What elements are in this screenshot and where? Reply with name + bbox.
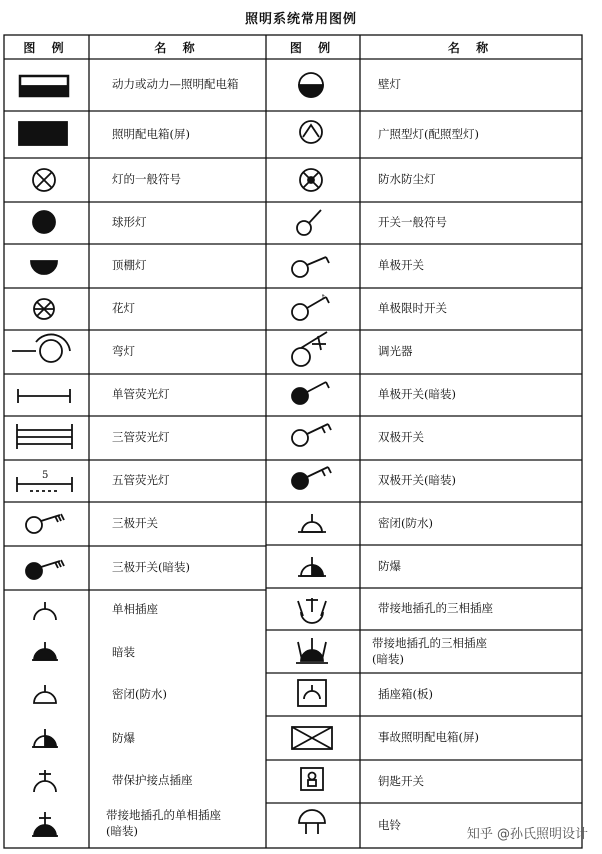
grounded-three-phase-concealed-icon (296, 638, 328, 663)
right-name-11: 防爆 (378, 558, 401, 573)
right-name-14: 插座箱(板) (378, 686, 433, 701)
left-name-16: 带保护接点插座 (112, 773, 193, 788)
triple-fluorescent-icon (17, 424, 72, 449)
right-name-9: 双极开关(暗装) (378, 473, 456, 488)
left-name-11: 三极开关(暗装) (112, 560, 190, 575)
left-name-13: 暗装 (112, 645, 135, 660)
socket-concealed-icon (32, 642, 58, 660)
left-name-1: 照明配电箱(屏) (112, 126, 190, 141)
emergency-panel-icon (292, 727, 332, 749)
right-name-6: 调光器 (378, 344, 413, 359)
right-name-3: 开关一般符号 (378, 215, 447, 230)
double-pole-switch-icon (292, 424, 331, 446)
socket-sealed-icon (34, 685, 56, 703)
right-name-13-line2: (暗装) (372, 651, 404, 666)
globe-lamp-icon (33, 211, 55, 233)
left-name-3: 球形灯 (112, 215, 147, 230)
single-fluorescent-icon (18, 389, 70, 403)
timer-switch-icon (292, 293, 329, 320)
chandelier-icon (34, 299, 54, 319)
right-name-1: 广照型灯(配照型灯) (378, 126, 479, 141)
right-name-17: 电铃 (378, 817, 401, 832)
waterproof-lamp-icon (300, 169, 322, 191)
left-name-17-line2: (暗装) (106, 824, 138, 838)
double-pole-switch-concealed-icon (292, 467, 331, 489)
wall-lamp-icon (299, 73, 323, 97)
distribution-box-icon (20, 76, 68, 96)
socket-box-icon (298, 680, 326, 706)
right-name-8: 双极开关 (378, 430, 424, 445)
left-name-5: 花灯 (112, 301, 135, 316)
protected-socket-icon (34, 770, 56, 792)
grounded-three-phase-socket-icon (298, 598, 326, 623)
right-name-0: 壁灯 (378, 77, 401, 92)
three-pole-switch-concealed-icon (26, 560, 64, 579)
bell-icon (299, 810, 325, 834)
socket-explosion-proof-icon (32, 729, 58, 747)
key-switch-icon (301, 768, 323, 790)
left-name-14: 密闭(防水) (112, 687, 167, 702)
header-symbol-left: 图 例 (23, 41, 70, 55)
single-phase-socket-icon (34, 602, 56, 620)
right-name-16: 钥匙开关 (378, 773, 424, 788)
grounded-single-socket-icon (32, 812, 58, 836)
header-name-right: 名 称 (447, 41, 495, 55)
right-name-10: 密闭(防水) (378, 515, 433, 530)
right-name-2: 防水防尘灯 (378, 172, 436, 187)
right-name-7: 单极开关(暗装) (378, 387, 456, 402)
five-tube-label: 5 (42, 470, 49, 481)
left-name-12: 单相插座 (112, 602, 158, 617)
three-pole-switch-icon (26, 514, 64, 533)
left-name-8: 三管荧光灯 (112, 430, 170, 445)
lighting-panel-icon (19, 122, 67, 145)
left-name-2: 灯的一般符号 (112, 172, 181, 187)
wide-beam-lamp-icon (300, 121, 322, 143)
left-name-10: 三极开关 (112, 516, 158, 531)
right-name-15: 事故照明配电箱(屏) (378, 730, 479, 745)
right-name-5: 单极限时开关 (378, 301, 447, 316)
left-name-17-line1: 带接地插孔的单相插座 (106, 808, 221, 823)
watermark: 知乎 @孙氏照明设计 (466, 827, 588, 842)
left-name-6: 弯灯 (112, 344, 135, 359)
right-name-12: 带接地插孔的三相插座 (378, 601, 493, 616)
left-name-4: 顶棚灯 (112, 258, 147, 273)
page-title: 照明系统常用图例 (244, 12, 357, 27)
header-name-left: 名 称 (154, 41, 201, 55)
left-name-0: 动力或动力—照明配电箱 (112, 77, 239, 92)
single-pole-switch-concealed-icon (292, 382, 329, 404)
three-phase-explosion-proof-icon (298, 557, 326, 576)
ceiling-lamp-icon (31, 261, 57, 274)
left-name-7: 单管荧光灯 (112, 387, 170, 402)
header-symbol-right: 图 例 (289, 41, 337, 55)
three-phase-sealed-icon (298, 514, 326, 532)
switch-general-icon (297, 210, 321, 235)
right-name-13-line1: 带接地插孔的三相插座 (372, 635, 487, 650)
lamp-general-icon (33, 169, 55, 191)
svg-text:t: t (322, 293, 325, 301)
dimmer-icon (292, 332, 327, 366)
left-name-9: 五管荧光灯 (112, 473, 170, 488)
single-pole-switch-icon (292, 257, 329, 277)
left-name-15: 防爆 (112, 731, 135, 746)
bent-lamp-icon (12, 334, 70, 362)
right-name-4: 单极开关 (378, 258, 424, 273)
